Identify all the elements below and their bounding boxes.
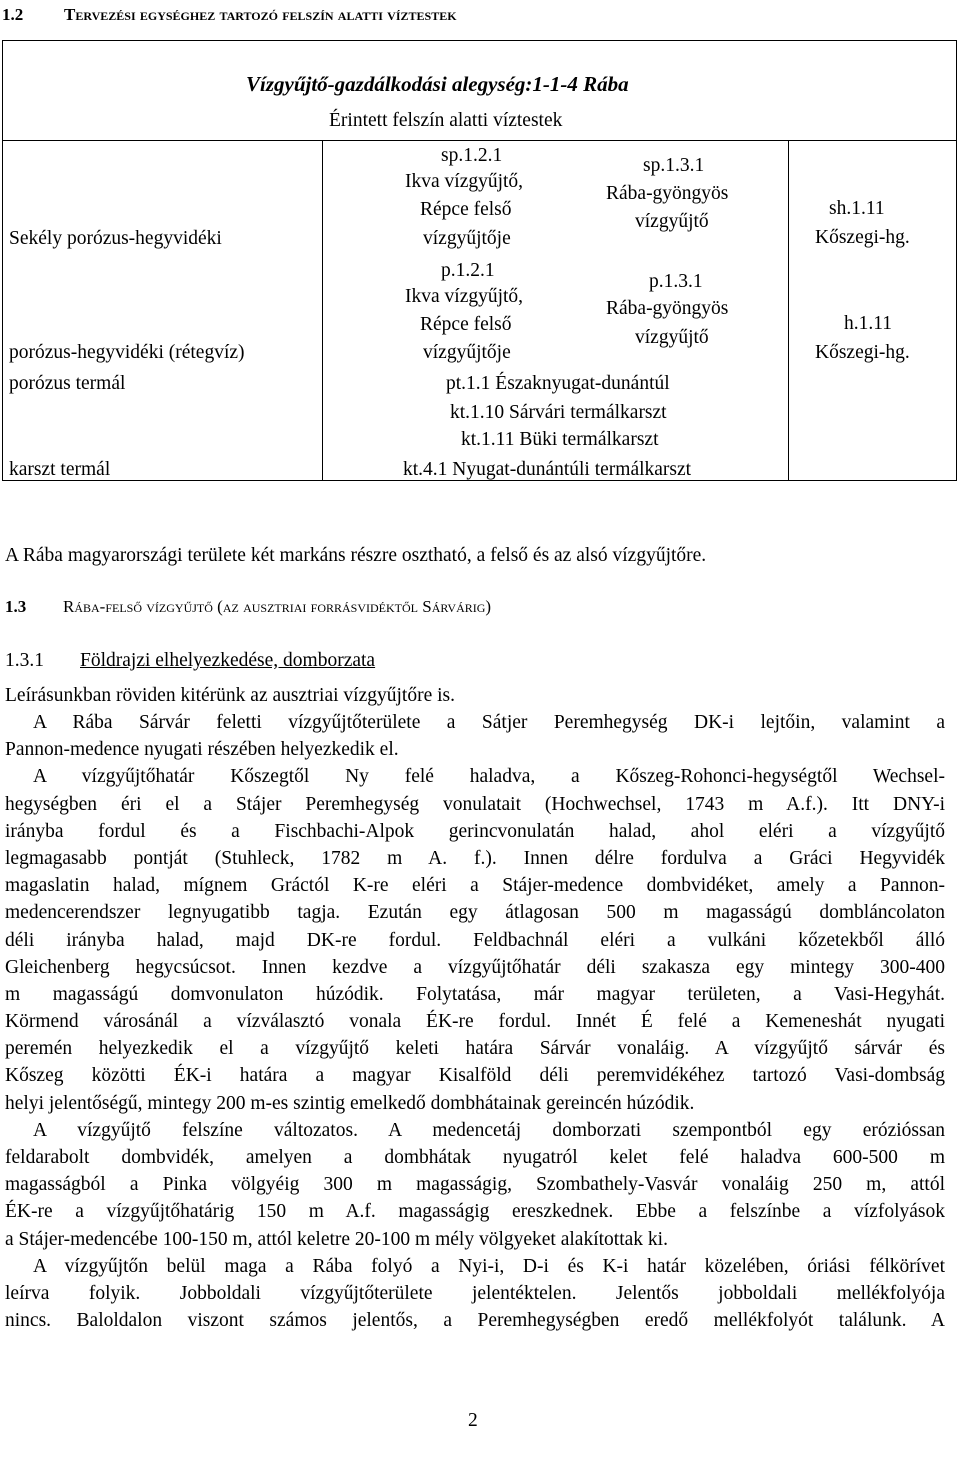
text-line-5: hegységben éri el a Stájer Peremhegység vonulatait (Hochwechsel, 1743 m A.f.). Itt DNY-i (5, 793, 945, 815)
section13-title: Rába-felső vízgyűjtő (az ausztriai forrásvidéktől Sárvárig) (63, 597, 492, 616)
text-line-14: peremén helyezkedik el a vízgyűjtő keleti határa Sárvár vonaláig. A vízgyűjtő sárvár és (5, 1038, 945, 1060)
table-inner-vline-right (788, 140, 789, 480)
row-label-porous-mountain: porózus-hegyvidéki (rétegvíz) (9, 342, 245, 363)
p131-code: p.1.3.1 (649, 271, 703, 292)
pt11-entry: pt.1.1 Északnyugat-dunántúl (446, 373, 670, 394)
text-line-22: A vízgyűjtőn belül maga a Rába folyó a Nyi-i, D-i és K-i határ közelében, óriási félkörívet (33, 1255, 945, 1277)
sh111-line2: Kőszegi-hg. (815, 227, 910, 248)
text-line-9: medencerendszer legnyugatibb tagja. Ezután egy átlagosan 500 m magasságú dombláncolaton (5, 902, 945, 924)
sp121-line2: Ikva vízgyűjtő, (405, 171, 524, 192)
text-line-4: A vízgyűjtőhatár Kőszegtől Ny felé haladva, a Kőszeg-Rohonci-hegységtől Wechsel- (33, 766, 945, 788)
text-line-10: déli irányba halad, majd DK-re fordul. Feldbachnál eléri a vulkáni kőzetekből álló (5, 929, 945, 951)
kt111-entry: kt.1.11 Büki termálkarszt (461, 429, 659, 450)
text-line-12: m magasságú domvonulaton húzódik. Folytatása, már magyar területen, a Vasi-Hegyhát. (5, 983, 945, 1005)
h111-line2: Kőszegi-hg. (815, 342, 910, 363)
section131-number: 1.3.1 (5, 650, 44, 671)
sp131-code: sp.1.3.1 (643, 155, 705, 176)
sh111-code: sh.1.11 (829, 198, 885, 219)
text-line-18: feldarabolt dombvidék, amelyen a dombhátak nyugatról kelet felé haladva 600-500 m (5, 1147, 945, 1168)
text-line-3: Pannon-medence nyugati részében helyezkedik el. (5, 739, 399, 761)
text-line-7: legmagasabb pontját (Stuhleck, 1782 m A. f.). Innen délre fordulva a Gráci Hegyvidék (5, 847, 945, 869)
text-line-13: Körmend városánál a vízválasztó vonala ÉK-re fordul. Innét É felé a Kemeneshát nyugati (5, 1011, 945, 1033)
text-line-23: leírva folyik. Jobboldali vízgyűjtőterülete jelentéktelen. Jelentős jobboldali mellékfolyója (5, 1282, 945, 1304)
h111-code: h.1.11 (844, 313, 893, 334)
row-label-karst-thermal: karszt termál (9, 459, 111, 480)
p131-line2: Rába-gyöngyös (606, 298, 729, 319)
table-subtitle: Érintett felszín alatti víztestek (329, 110, 563, 131)
text-line-17: A vízgyűjtő felszíne változatos. A medencetáj domborzati szempontból egy erózióssan (33, 1119, 945, 1141)
kt110-entry: kt.1.10 Sárvári termálkarszt (450, 402, 667, 423)
sp131-line3: vízgyűjtő (635, 211, 709, 232)
section131-title (80, 650, 375, 672)
text-line-2: A Rába Sárvár feletti vízgyűjtőterülete a Sátjer Peremhegység DK-i lejtőin, valamint a (33, 712, 945, 733)
sp121-code: sp.1.2.1 (441, 145, 503, 166)
text-line-1: Leírásunkban röviden kitérünk az ausztriai vízgyűjtőre is. (5, 685, 455, 706)
kt41-entry: kt.4.1 Nyugat-dunántúli termálkarszt (403, 459, 692, 480)
text-line-8: magaslatin halad, mígnem Gráctól K-re eléri a Stájer-medence dombvidéket, amely a Pannon- (5, 875, 945, 897)
table-inner-hline (2, 140, 957, 141)
sp121-line3: Répce felső (420, 199, 512, 220)
p131-line3: vízgyűjtő (635, 327, 709, 348)
section-number: 1.2 (2, 5, 24, 24)
p121-line3: Répce felső (420, 314, 512, 335)
p121-line4: vízgyűjtője (423, 342, 511, 363)
body-paragraphs (5, 709, 945, 1334)
text-line-16: helyi jelentőségű, mintegy 200 m-es szintig emelkedő dombhátainak gereincén húzódik. (5, 1092, 695, 1114)
text-line-15: Kőszeg közötti ÉK-i határa a magyar Kisalföld déli peremvidékéhez tartozó Vasi-dombság (5, 1065, 945, 1087)
text-line-24: nincs. Baloldalon viszont számos jelentős, a Peremhegységben eredő mellékfolyót találunk. A (5, 1310, 945, 1332)
table-title: Vízgyűjtő-gazdálkodási alegység:1-1-4 Rába (246, 72, 629, 96)
p121-code: p.1.2.1 (441, 260, 495, 281)
water-body-table (2, 40, 957, 481)
row-label-porous-thermal: porózus termál (9, 373, 126, 394)
text-line-20: ÉK-re a vízgyűjtőhatárig 150 m A.f. magasságig ereszkednek. Ebbe a felszínbe a vízfolyások (5, 1201, 945, 1223)
intro-text: A Rába magyarországi területe két markáns részre osztható, a felső és az alsó vízgyűjtőre. (5, 545, 707, 566)
text-line-19: magasságból a Pinka völgyéig 300 m magasságig, Szombathely-Vasvár vonaláig 250 m, attól (5, 1174, 945, 1196)
text-line-11: Gleichenberg hegycsúcsot. Innen kezdve a vízgyűjtőhatár déli szakasza egy mintegy 300-400 (5, 956, 945, 978)
p121-line2: Ikva vízgyűjtő, (405, 286, 524, 307)
row-label-shallow: Sekély porózus-hegyvidéki (9, 228, 222, 249)
table-inner-vline-left (322, 140, 323, 480)
section131-title-text: Földrajzi elhelyezkedése, domborzata (80, 650, 376, 671)
section13-number: 1.3 (5, 597, 27, 616)
text-line-21: a Stájer-medencébe 100-150 m, attól keletre 20-100 m mély völgyeket alakítottak ki. (5, 1228, 668, 1250)
sp121-line4: vízgyűjtője (423, 228, 511, 249)
page-number: 2 (468, 1410, 478, 1431)
sp131-line2: Rába-gyöngyös (606, 183, 729, 204)
section-title: Tervezési egységhez tartozó felszín alatti víztestek (64, 5, 457, 24)
text-line-6: irányba fordul és a Fischbachi-Alpok gerincvonulatán halad, ahol eléri a vízgyűjtő (5, 820, 945, 842)
